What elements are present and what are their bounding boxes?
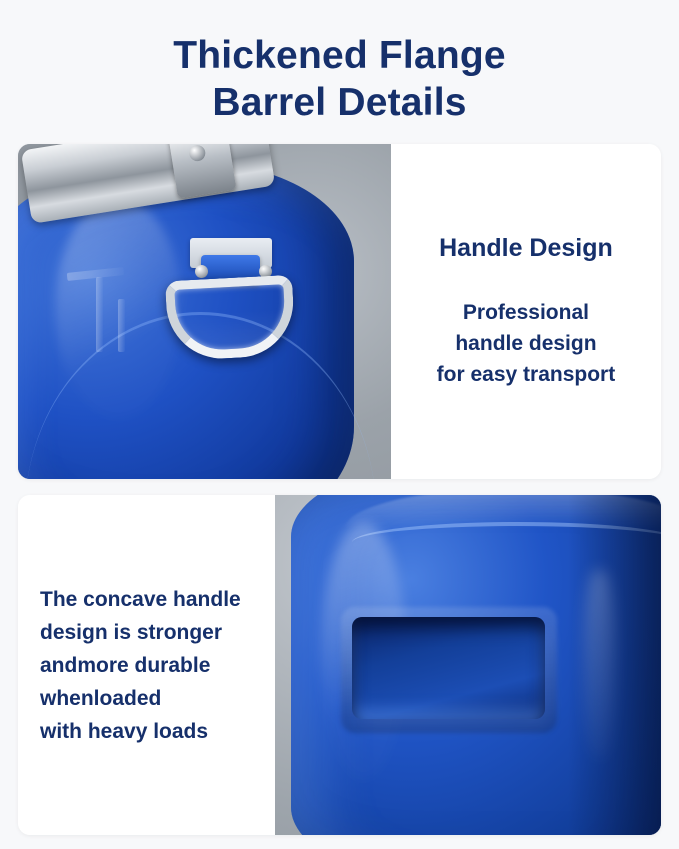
panel-handle-design (18, 144, 661, 479)
page-title-line-1: Thickened Flange (173, 34, 506, 77)
page-title (0, 0, 679, 144)
barrel-concave-handle-photo (275, 495, 661, 835)
handle-pin-left-icon (195, 265, 208, 278)
handle-design-body-line-1: Professional (462, 300, 589, 324)
concave-handle-body-line-3: andmore durable (40, 653, 211, 677)
handle-design-body-line-3: for easy transport (436, 362, 616, 386)
barrel-embossed-mark (63, 265, 138, 352)
barrel-flange-handle-photo (18, 144, 391, 479)
page-title-line-2: Barrel Details (212, 81, 467, 124)
barrel-side-shadow (568, 495, 661, 835)
handle-design-text-cell (391, 144, 661, 479)
handle-design-body-line-2: handle design (455, 331, 597, 355)
concave-handle-body-line-1: The concave handle (40, 587, 241, 611)
concave-handle-text-cell (18, 495, 275, 835)
concave-handle-body-line-2: design is stronger (40, 620, 223, 644)
handle-design-body (437, 297, 616, 390)
concave-handle-body (34, 583, 259, 748)
recessed-concave-handle (352, 617, 545, 719)
panel-concave-handle (18, 495, 661, 835)
handle-design-heading: Handle Design (439, 233, 613, 262)
concave-handle-body-line-4: whenloaded (40, 686, 162, 710)
concave-handle-body-line-5: with heavy loads (40, 719, 209, 743)
